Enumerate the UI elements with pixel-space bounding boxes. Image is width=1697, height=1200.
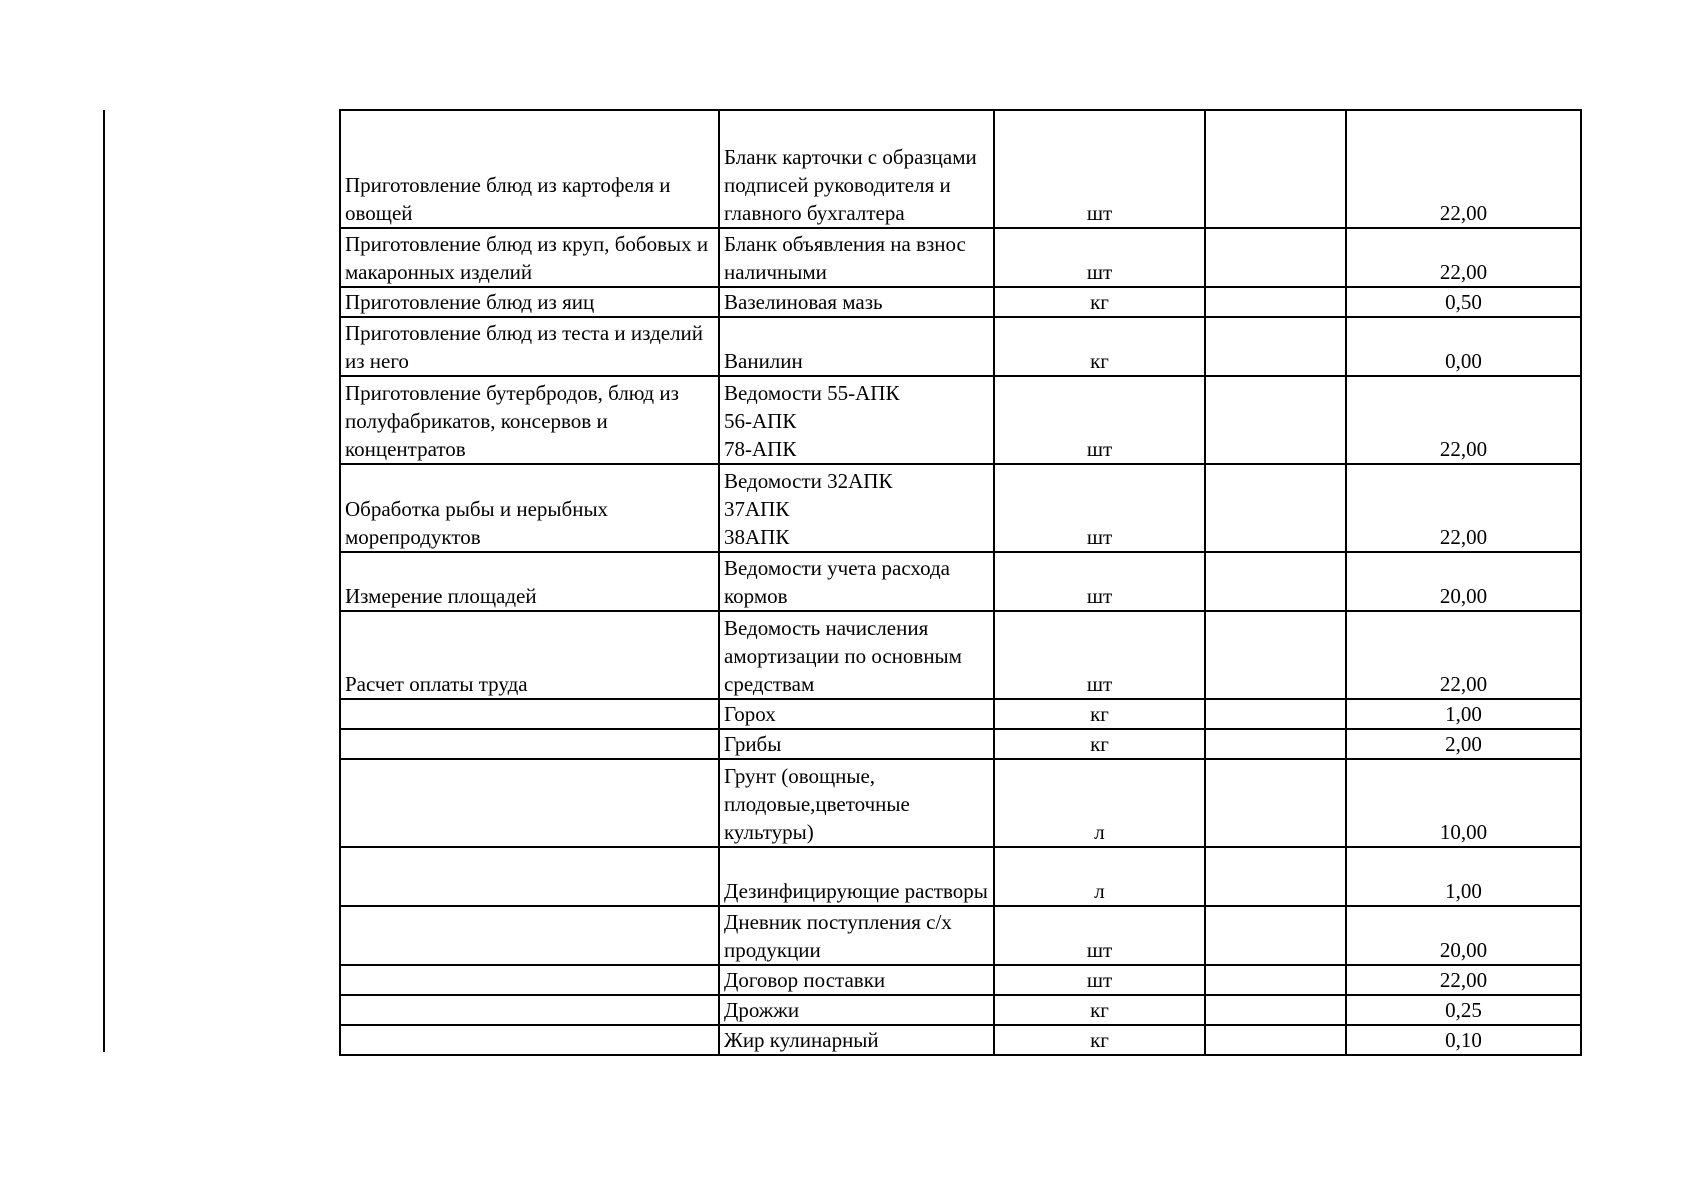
item-cell: Ванилин (719, 317, 994, 376)
extra-cell (1205, 287, 1346, 317)
qty-value: 1,00 (1445, 702, 1482, 726)
activity-cell: Измерение площадей (340, 552, 719, 611)
activity-cell (340, 906, 719, 965)
item-cell: Бланк карточки с образцами подписей руководителя и главного бухгалтера (719, 110, 994, 228)
qty-cell (1346, 317, 1581, 376)
extra-cell (1205, 464, 1346, 552)
item-cell: Ведомость начисления амортизации по основным средствам (719, 611, 994, 699)
item-cell: Грунт (овощные, плодовые,цветочные культуры) (719, 759, 994, 847)
qty-cell (1346, 287, 1581, 317)
table-row (340, 611, 1581, 699)
unit-cell: л (994, 759, 1205, 847)
qty-cell (1346, 906, 1581, 965)
qty-cell (1346, 995, 1581, 1025)
unit-cell: кг (994, 287, 1205, 317)
unit-cell: шт (994, 906, 1205, 965)
qty-cell (1346, 1025, 1581, 1055)
extra-cell (1205, 965, 1346, 995)
activity-cell: Приготовление бутербродов, блюд из полуфабрикатов, консервов и концентратов (340, 376, 719, 464)
qty-value: 0,50 (1445, 290, 1482, 314)
supplies-table (339, 109, 1582, 1056)
qty-value: 22,00 (1439, 437, 1488, 461)
qty-value: 20,00 (1439, 938, 1488, 962)
activity-cell (340, 1025, 719, 1055)
activity-cell: Расчет оплаты труда (340, 611, 719, 699)
qty-cell (1346, 699, 1581, 729)
extra-cell (1205, 699, 1346, 729)
extra-cell (1205, 995, 1346, 1025)
activity-cell (340, 965, 719, 995)
extra-cell (1205, 317, 1346, 376)
table-row (340, 995, 1581, 1025)
table-row (340, 376, 1581, 464)
qty-cell (1346, 552, 1581, 611)
unit-cell: шт (994, 552, 1205, 611)
qty-cell (1346, 611, 1581, 699)
unit-cell: шт (994, 110, 1205, 228)
unit-cell: л (994, 847, 1205, 906)
extra-cell (1205, 376, 1346, 464)
qty-value: 22,00 (1439, 672, 1488, 696)
qty-cell (1346, 847, 1581, 906)
item-cell: Договор поставки (719, 965, 994, 995)
activity-cell (340, 847, 719, 906)
item-cell: Вазелиновая мазь (719, 287, 994, 317)
extra-cell (1205, 552, 1346, 611)
table-row (340, 1025, 1581, 1055)
extra-cell (1205, 1025, 1346, 1055)
table-row (340, 228, 1581, 287)
table-row (340, 317, 1581, 376)
qty-value: 1,00 (1445, 879, 1482, 903)
unit-cell: шт (994, 611, 1205, 699)
qty-value: 22,00 (1439, 201, 1488, 225)
qty-cell (1346, 228, 1581, 287)
activity-cell: Приготовление блюд из круп, бобовых и макаронных изделий (340, 228, 719, 287)
table-row (340, 847, 1581, 906)
item-cell: Жир кулинарный (719, 1025, 994, 1055)
table-row (340, 110, 1581, 228)
unit-cell: кг (994, 1025, 1205, 1055)
activity-cell (340, 995, 719, 1025)
table-row (340, 699, 1581, 729)
item-cell: Ведомости 55-АПК 56-АПК 78-АПК (719, 376, 994, 464)
activity-cell: Приготовление блюд из картофеля и овощей (340, 110, 719, 228)
item-cell: Дрожжи (719, 995, 994, 1025)
table-row (340, 759, 1581, 847)
unit-cell: шт (994, 965, 1205, 995)
table-row (340, 287, 1581, 317)
extra-cell (1205, 729, 1346, 759)
activity-cell: Приготовление блюд из яиц (340, 287, 719, 317)
item-cell: Ведомости учета расхода кормов (719, 552, 994, 611)
extra-cell (1205, 906, 1346, 965)
qty-value: 22,00 (1439, 260, 1488, 284)
item-cell: Горох (719, 699, 994, 729)
unit-cell: кг (994, 317, 1205, 376)
unit-cell: кг (994, 995, 1205, 1025)
table-row (340, 464, 1581, 552)
activity-cell: Приготовление блюд из теста и изделий из него (340, 317, 719, 376)
item-cell: Бланк объявления на взнос наличными (719, 228, 994, 287)
qty-cell (1346, 729, 1581, 759)
qty-value: 2,00 (1445, 732, 1482, 756)
item-cell: Дневник поступления с/х продукции (719, 906, 994, 965)
qty-value: 20,00 (1439, 584, 1488, 608)
extra-cell (1205, 110, 1346, 228)
qty-value: 0,10 (1445, 1028, 1482, 1052)
item-cell: Грибы (719, 729, 994, 759)
table-row (340, 552, 1581, 611)
item-cell: Дезинфицирующие растворы (719, 847, 994, 906)
unit-cell: шт (994, 228, 1205, 287)
extra-cell (1205, 611, 1346, 699)
table-row (340, 965, 1581, 995)
left-margin-rule (103, 110, 105, 1052)
qty-value: 22,00 (1439, 968, 1488, 992)
unit-cell: кг (994, 699, 1205, 729)
qty-cell (1346, 376, 1581, 464)
qty-cell (1346, 110, 1581, 228)
activity-cell (340, 759, 719, 847)
qty-value: 22,00 (1439, 525, 1488, 549)
qty-value: 10,00 (1439, 820, 1488, 844)
qty-value: 0,25 (1445, 998, 1482, 1022)
item-cell: Ведомости 32АПК 37АПК 38АПК (719, 464, 994, 552)
unit-cell: кг (994, 729, 1205, 759)
qty-cell (1346, 759, 1581, 847)
table-row (340, 906, 1581, 965)
activity-cell (340, 699, 719, 729)
unit-cell: шт (994, 464, 1205, 552)
extra-cell (1205, 759, 1346, 847)
table-row (340, 729, 1581, 759)
activity-cell: Обработка рыбы и нерыбных морепродуктов (340, 464, 719, 552)
qty-cell (1346, 965, 1581, 995)
activity-cell (340, 729, 719, 759)
unit-cell: шт (994, 376, 1205, 464)
qty-cell (1346, 464, 1581, 552)
qty-value: 0,00 (1445, 349, 1482, 373)
extra-cell (1205, 847, 1346, 906)
extra-cell (1205, 228, 1346, 287)
